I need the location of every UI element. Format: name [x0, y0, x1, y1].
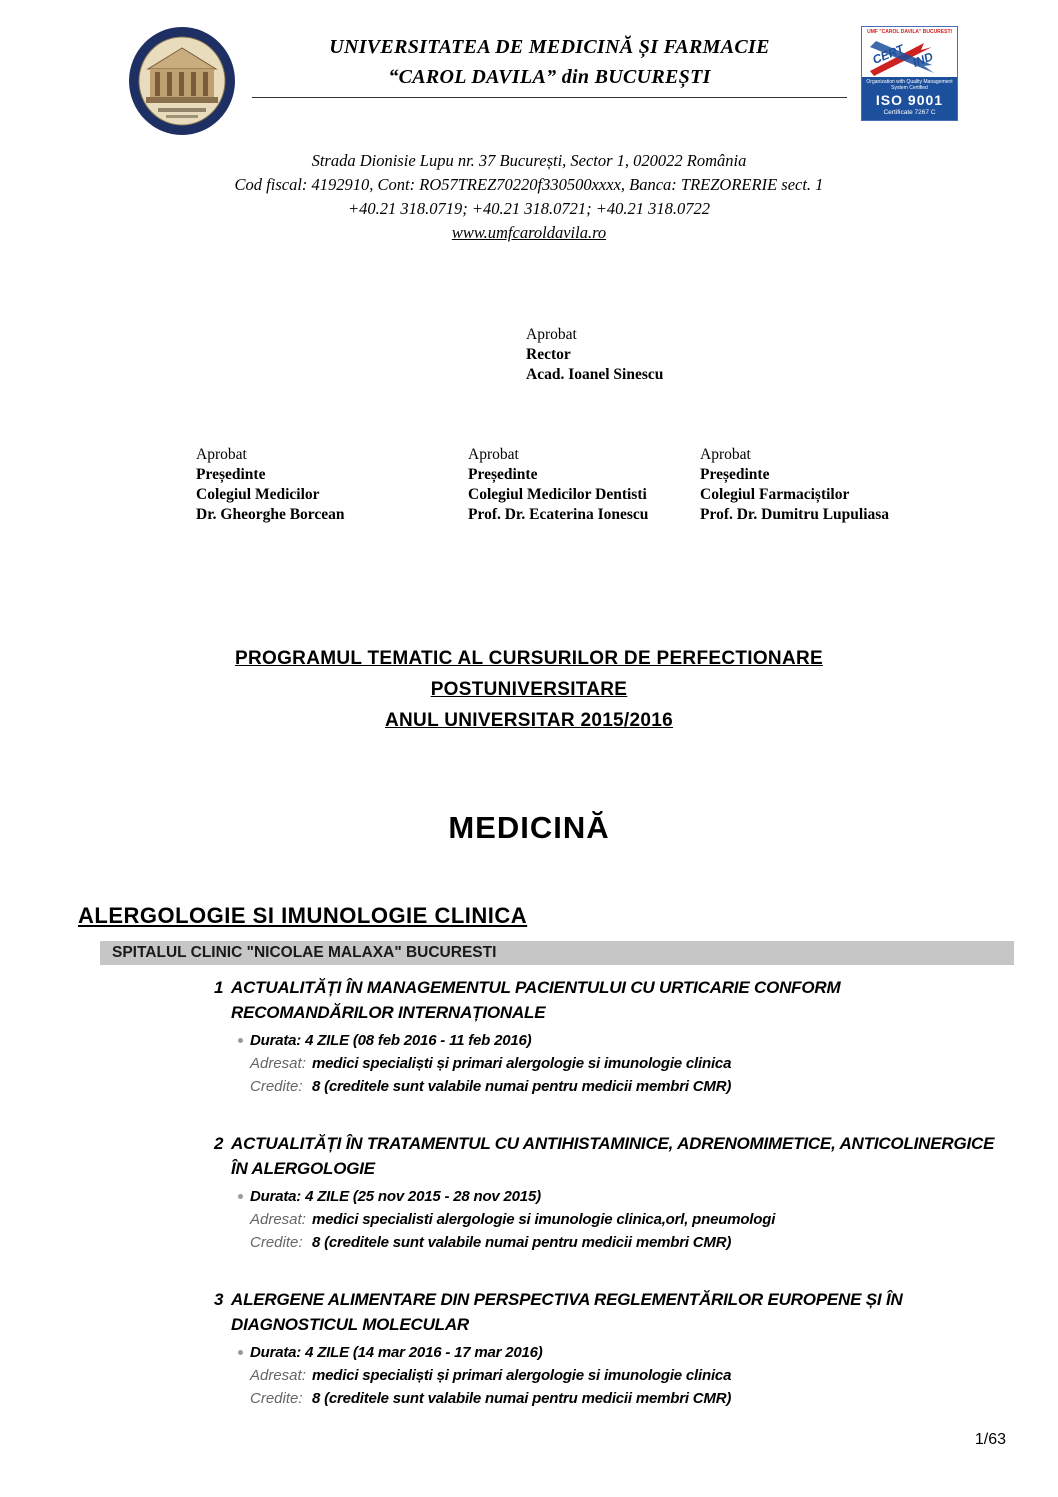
- adresat-value: medici specialiști și primari alergologie si imunologie clinica: [312, 1055, 732, 1072]
- rector-role: Rector: [526, 346, 571, 363]
- durata-value: 4 ZILE (08 feb 2016 - 11 feb 2016): [305, 1032, 532, 1049]
- address-block: [0, 149, 1058, 245]
- university-name-line2: “CAROL DAVILA” din BUCUREȘTI: [388, 66, 711, 88]
- approval-aprobat-label: Aprobat: [700, 446, 751, 463]
- approval-column-farmacisti: [700, 445, 1058, 525]
- document-header: [0, 0, 1058, 141]
- approval-name: Prof. Dr. Ecaterina Ionescu: [468, 506, 649, 523]
- certind-logo-icon: [862, 35, 957, 77]
- adresat-line: [238, 1211, 998, 1228]
- bullet-icon: [238, 1350, 243, 1355]
- approval-column-dentisti: [468, 445, 700, 525]
- course-item: [214, 1287, 998, 1407]
- program-title-line1: PROGRAMUL TEMATIC AL CURSURILOR DE PERFECTIONARE: [235, 648, 823, 669]
- approval-org: Colegiul Medicilor: [196, 486, 320, 503]
- approval-role: Președinte: [468, 466, 538, 483]
- program-title-line3: ANUL UNIVERSITAR 2015/2016: [385, 710, 673, 731]
- course-title-row: [214, 1131, 998, 1181]
- bullet-icon: [238, 1038, 243, 1043]
- approvals-row: [196, 445, 1058, 525]
- approval-name: Prof. Dr. Dumitru Lupuliasa: [700, 506, 890, 523]
- specialty-heading-text: ALERGOLOGIE SI IMUNOLOGIE CLINICA: [78, 903, 528, 928]
- course-title-row: [214, 975, 998, 1025]
- iso-badge-bottom: [862, 77, 957, 120]
- approval-name: Dr. Gheorghe Borcean: [196, 506, 345, 523]
- iso-org-text: Organization with Quality Management System Certified: [866, 79, 953, 91]
- university-seal-icon: [128, 26, 236, 136]
- credite-value: 8 (creditele sunt valabile numai pentru medicii membri CMR): [312, 1078, 732, 1095]
- durata-label: Durata:: [250, 1188, 302, 1205]
- course-details: [238, 1344, 998, 1407]
- course-number: 3: [214, 1290, 224, 1309]
- course-details: [238, 1188, 998, 1251]
- program-title-line2: POSTUNIVERSITARE: [430, 679, 628, 700]
- address-line-phones: +40.21 318.0719; +40.21 318.0721; +40.21 318.0722: [347, 199, 711, 218]
- iso-badge-top-text: UMF "CAROL DAVILA" BUCURESTI: [867, 29, 952, 35]
- durata-value: 4 ZILE (25 nov 2015 - 28 nov 2015): [305, 1188, 541, 1205]
- header-divider: [252, 97, 847, 98]
- adresat-label: Adresat:: [250, 1055, 306, 1072]
- durata-label: Durata:: [250, 1032, 302, 1049]
- credite-line: [238, 1078, 998, 1095]
- course-list: [214, 975, 998, 1407]
- section-title-medicina: MEDICINĂ: [448, 810, 610, 845]
- approval-column-medici: [196, 445, 468, 525]
- bullet-icon: [238, 1194, 243, 1199]
- course-title-row: [214, 1287, 998, 1337]
- durata-line: [238, 1032, 998, 1049]
- university-name-block: [238, 26, 861, 98]
- approval-org: Colegiul Medicilor Dentisti: [468, 486, 647, 503]
- iso-certificate-number: Certificate 7267 C: [883, 109, 936, 116]
- durata-value: 4 ZILE (14 mar 2016 - 17 mar 2016): [305, 1344, 543, 1361]
- program-title: [0, 643, 1058, 736]
- adresat-value: medici specialiști și primari alergologie si imunologie clinica: [312, 1367, 732, 1384]
- adresat-line: [238, 1055, 998, 1072]
- course-item: [214, 975, 998, 1095]
- hospital-heading-bar: SPITALUL CLINIC "NICOLAE MALAXA" BUCURESTI: [100, 941, 1014, 965]
- university-logo: [128, 26, 238, 141]
- course-title: ACTUALITĂȚI ÎN MANAGEMENTUL PACIENTULUI CU URTICARIE CONFORM RECOMANDĂRILOR INTERNAȚIONALE: [231, 978, 841, 1022]
- approval-role: Președinte: [700, 466, 770, 483]
- credite-value: 8 (creditele sunt valabile numai pentru medicii membri CMR): [312, 1234, 732, 1251]
- credite-label: Credite:: [250, 1234, 303, 1251]
- credite-line: [238, 1234, 998, 1251]
- approval-role: Președinte: [196, 466, 266, 483]
- adresat-line: [238, 1367, 998, 1384]
- address-line-street: Strada Dionisie Lupu nr. 37 București, Sector 1, 020022 România: [311, 151, 747, 170]
- rector-name: Acad. Ioanel Sinescu: [526, 366, 664, 383]
- adresat-label: Adresat:: [250, 1211, 306, 1228]
- page-number: 1/63: [974, 1431, 1006, 1448]
- approval-aprobat-label: Aprobat: [468, 446, 519, 463]
- course-number: 2: [214, 1134, 224, 1153]
- credite-line: [238, 1390, 998, 1407]
- iso-9001-label: ISO 9001: [875, 92, 944, 108]
- specialty-heading: [78, 903, 1058, 929]
- rector-approval-block: [526, 325, 1058, 385]
- course-title: ACTUALITĂȚI ÎN TRATAMENTUL CU ANTIHISTAMINICE, ADRENOMIMETICE, ANTICOLINERGICE ÎN ALERGOLOGIE: [231, 1134, 995, 1178]
- website-link[interactable]: www.umfcaroldavila.ro: [451, 223, 607, 242]
- course-title: ALERGENE ALIMENTARE DIN PERSPECTIVA REGLEMENTĂRILOR EUROPENE ȘI ÎN DIAGNOSTICUL MOLECULAR: [231, 1290, 903, 1334]
- rector-aprobat-label: Aprobat: [526, 326, 577, 343]
- adresat-label: Adresat:: [250, 1367, 306, 1384]
- approval-aprobat-label: Aprobat: [196, 446, 247, 463]
- durata-line: [238, 1344, 998, 1361]
- address-line-fiscal: Cod fiscal: 4192910, Cont: RO57TREZ70220f330500xxxx, Banca: TREZORERIE sect. 1: [234, 175, 824, 194]
- course-item: [214, 1131, 998, 1251]
- course-number: 1: [214, 978, 224, 997]
- iso-9001-badge: [861, 26, 958, 121]
- svg-text:CERT: CERT: [870, 41, 906, 67]
- approval-org: Colegiul Farmaciștilor: [700, 486, 850, 503]
- durata-line: [238, 1188, 998, 1205]
- university-name-line1: UNIVERSITATEA DE MEDICINĂ ȘI FARMACIE: [329, 36, 770, 58]
- course-details: [238, 1032, 998, 1095]
- durata-label: Durata:: [250, 1344, 302, 1361]
- svg-text:IND: IND: [910, 49, 936, 71]
- adresat-value: medici specialisti alergologie si imunologie clinica,orl, pneumologi: [312, 1211, 776, 1228]
- credite-value: 8 (creditele sunt valabile numai pentru medicii membri CMR): [312, 1390, 732, 1407]
- credite-label: Credite:: [250, 1390, 303, 1407]
- credite-label: Credite:: [250, 1078, 303, 1095]
